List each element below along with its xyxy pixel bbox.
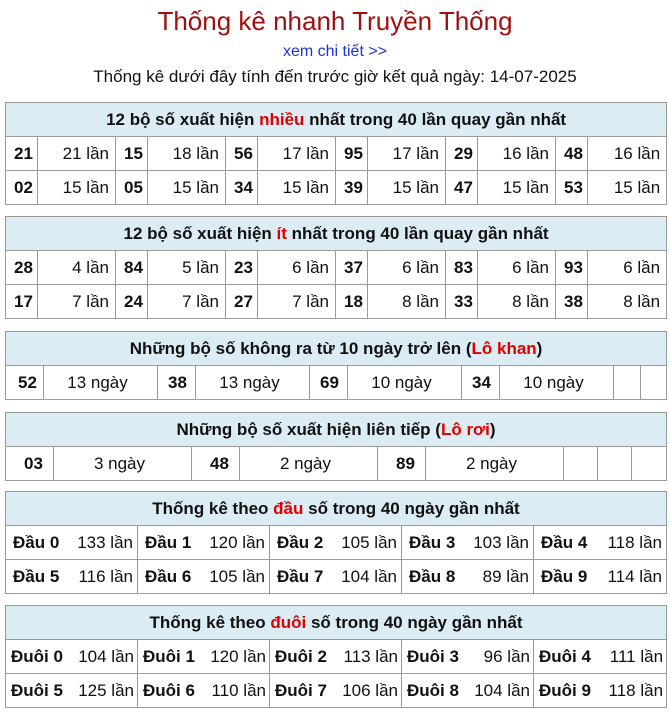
table-row <box>6 447 667 481</box>
number-cell: 23 <box>226 251 258 285</box>
number-cell: 03 <box>6 447 54 481</box>
duoi-cell: Đuôi 6 110 lần <box>138 674 270 708</box>
date-note: Thống kê dưới đây tính đến trước giờ kết quả ngày: 14-07-2025 <box>93 67 577 86</box>
days-cell: 10 ngày <box>500 366 614 400</box>
least-frequent-title: 12 bộ số xuất hiện ít nhất trong 40 lần quay gần nhất <box>6 217 667 251</box>
empty-cell <box>598 447 632 481</box>
number-cell: 93 <box>556 251 588 285</box>
count-cell: 5 lần <box>148 251 226 285</box>
number-cell: 48 <box>556 137 588 171</box>
table-row <box>6 285 667 319</box>
count-cell: 16 lần <box>478 137 556 171</box>
most-frequent-table <box>5 102 667 205</box>
dau-cell: Đầu 4 118 lần <box>534 526 667 560</box>
number-cell: 38 <box>556 285 588 319</box>
count-cell: 15 lần <box>38 171 116 205</box>
most-frequent-title: 12 bộ số xuất hiện nhiều nhất trong 40 lần quay gần nhất <box>6 103 667 137</box>
number-cell: 38 <box>158 366 196 400</box>
empty-cell <box>614 366 641 400</box>
lo-roi-title: Những bộ số xuất hiện liên tiếp (Lô rơi) <box>6 413 667 447</box>
number-cell: 21 <box>6 137 38 171</box>
table-row <box>6 674 667 708</box>
number-cell: 95 <box>336 137 368 171</box>
number-cell: 52 <box>6 366 44 400</box>
dau-cell: Đầu 1 120 lần <box>138 526 270 560</box>
number-cell: 17 <box>6 285 38 319</box>
number-cell: 18 <box>336 285 368 319</box>
duoi-table <box>5 605 667 708</box>
number-cell: 83 <box>446 251 478 285</box>
table-row <box>6 251 667 285</box>
detail-link[interactable]: xem chi tiết >> <box>282 43 388 60</box>
duoi-title: Thống kê theo đuôi số trong 40 ngày gần nhất <box>6 606 667 640</box>
number-cell: 48 <box>192 447 240 481</box>
count-cell: 15 lần <box>258 171 336 205</box>
number-cell: 37 <box>336 251 368 285</box>
number-cell: 15 <box>116 137 148 171</box>
count-cell: 15 lần <box>148 171 226 205</box>
page-title: Thống kê nhanh Truyền Thống <box>157 6 513 36</box>
number-cell: 89 <box>378 447 426 481</box>
number-cell: 84 <box>116 251 148 285</box>
count-cell: 6 lần <box>258 251 336 285</box>
count-cell: 18 lần <box>148 137 226 171</box>
number-cell: 33 <box>446 285 478 319</box>
duoi-cell: Đuôi 1 120 lần <box>138 640 270 674</box>
count-cell: 17 lần <box>258 137 336 171</box>
count-cell: 6 lần <box>588 251 667 285</box>
days-cell: 2 ngày <box>426 447 564 481</box>
count-cell: 6 lần <box>478 251 556 285</box>
dau-cell: Đầu 7 104 lần <box>270 560 402 594</box>
number-cell: 28 <box>6 251 38 285</box>
dau-table <box>5 491 667 594</box>
number-cell: 47 <box>446 171 478 205</box>
days-cell: 10 ngày <box>348 366 462 400</box>
table-row <box>6 640 667 674</box>
duoi-cell: Đuôi 7 106 lần <box>270 674 402 708</box>
number-cell: 02 <box>6 171 38 205</box>
number-cell: 53 <box>556 171 588 205</box>
days-cell: 13 ngày <box>44 366 158 400</box>
empty-cell <box>632 447 667 481</box>
lo-roi-table <box>5 412 667 481</box>
count-cell: 15 lần <box>478 171 556 205</box>
number-cell: 24 <box>116 285 148 319</box>
days-cell: 3 ngày <box>54 447 192 481</box>
count-cell: 6 lần <box>368 251 446 285</box>
number-cell: 29 <box>446 137 478 171</box>
dau-cell: Đầu 2 105 lần <box>270 526 402 560</box>
least-frequent-table <box>5 216 667 319</box>
count-cell: 16 lần <box>588 137 667 171</box>
dau-cell: Đầu 0 133 lần <box>6 526 138 560</box>
empty-cell <box>641 366 667 400</box>
number-cell: 39 <box>336 171 368 205</box>
number-cell: 69 <box>310 366 348 400</box>
duoi-cell: Đuôi 0 104 lần <box>6 640 138 674</box>
table-row <box>6 137 667 171</box>
count-cell: 21 lần <box>38 137 116 171</box>
number-cell: 05 <box>116 171 148 205</box>
count-cell: 4 lần <box>38 251 116 285</box>
duoi-cell: Đuôi 5 125 lần <box>6 674 138 708</box>
table-row <box>6 171 667 205</box>
number-cell: 34 <box>462 366 500 400</box>
duoi-cell: Đuôi 4 111 lần <box>534 640 667 674</box>
number-cell: 27 <box>226 285 258 319</box>
count-cell: 8 lần <box>588 285 667 319</box>
dau-cell: Đầu 8 89 lần <box>402 560 534 594</box>
empty-cell <box>564 447 598 481</box>
number-cell: 34 <box>226 171 258 205</box>
count-cell: 15 lần <box>368 171 446 205</box>
duoi-cell: Đuôi 8 104 lần <box>402 674 534 708</box>
count-cell: 7 lần <box>38 285 116 319</box>
table-row <box>6 526 667 560</box>
days-cell: 13 ngày <box>196 366 310 400</box>
duoi-cell: Đuôi 9 118 lần <box>534 674 667 708</box>
lo-khan-table <box>5 331 667 400</box>
dau-cell: Đầu 6 105 lần <box>138 560 270 594</box>
count-cell: 8 lần <box>478 285 556 319</box>
count-cell: 17 lần <box>368 137 446 171</box>
count-cell: 7 lần <box>258 285 336 319</box>
duoi-cell: Đuôi 2 113 lần <box>270 640 402 674</box>
table-row <box>6 560 667 594</box>
duoi-cell: Đuôi 3 96 lần <box>402 640 534 674</box>
dau-cell: Đầu 3 103 lần <box>402 526 534 560</box>
lo-khan-title: Những bộ số không ra từ 10 ngày trở lên (Lô khan) <box>6 332 667 366</box>
table-row <box>6 366 667 400</box>
dau-cell: Đầu 9 114 lần <box>534 560 667 594</box>
number-cell: 56 <box>226 137 258 171</box>
count-cell: 8 lần <box>368 285 446 319</box>
dau-cell: Đầu 5 116 lần <box>6 560 138 594</box>
dau-title: Thống kê theo đầu số trong 40 ngày gần nhất <box>6 492 667 526</box>
days-cell: 2 ngày <box>240 447 378 481</box>
count-cell: 15 lần <box>588 171 667 205</box>
count-cell: 7 lần <box>148 285 226 319</box>
